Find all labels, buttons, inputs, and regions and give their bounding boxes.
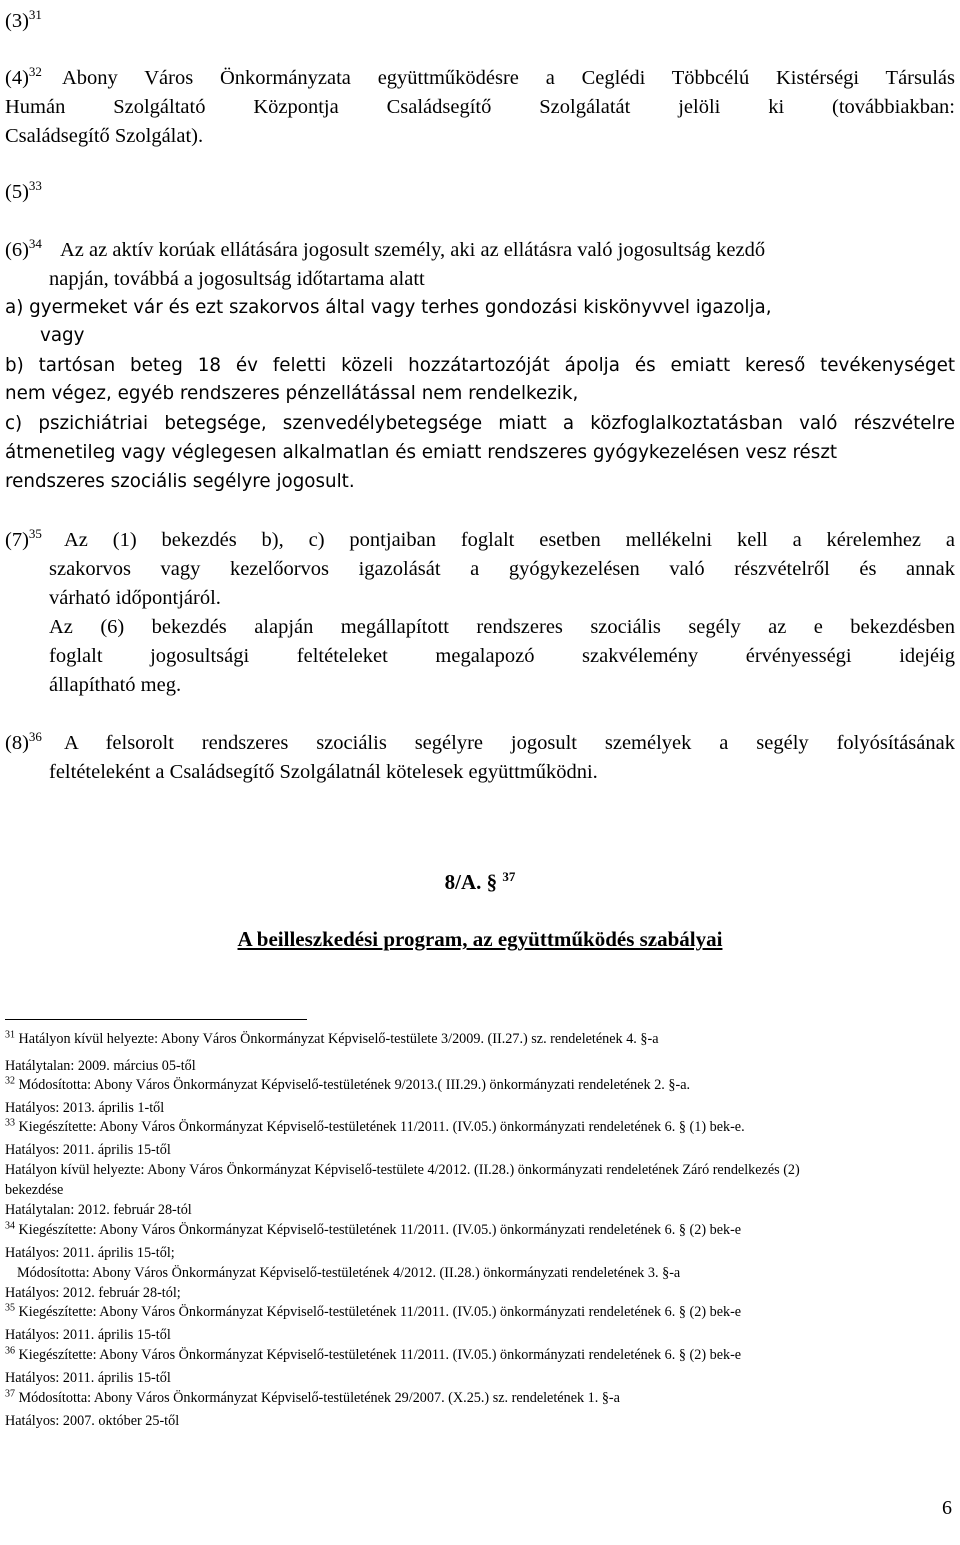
footnote-text: Hatályos: 2011. április 15-től bbox=[5, 1370, 171, 1386]
footnote bbox=[5, 1346, 741, 1364]
section-title bbox=[0, 927, 960, 952]
list-item-c-cont: átmenetileg vagy véglegesen alkalmatlan és emiatt rendszeres gyógykezelésen vesz részt bbox=[5, 442, 838, 463]
list-item-b: b) tartósan beteg 18 év feletti közeli hozzátartozóját ápolja és emiatt kereső tevékenységet bbox=[5, 355, 955, 376]
paragraph-line: állapítható meg. bbox=[49, 674, 182, 696]
footnote-number: 32 bbox=[5, 1075, 15, 1087]
footnote bbox=[5, 1326, 171, 1344]
footnote-text: Kiegészítette: Abony Város Önkormányzat Képviselő-testületének 11/2011. (IV.05.) önkormányzati rendeletének 6. § (2) bek-e bbox=[18, 1347, 742, 1363]
footnote bbox=[5, 1369, 171, 1387]
paragraph-line: feltételeként a Családsegítő Szolgálatnál kötelesek együttműködni. bbox=[49, 761, 598, 783]
footnote bbox=[5, 1284, 181, 1302]
footnote bbox=[5, 1303, 741, 1321]
paragraph-line bbox=[5, 527, 42, 553]
section-title-text: A beilleszkedési program, az együttműködés szabályai bbox=[237, 927, 723, 951]
paragraph-number: (3) bbox=[5, 10, 29, 32]
footnote bbox=[5, 1118, 745, 1136]
footnote-text: Hatályos: 2007. október 25-től bbox=[5, 1413, 180, 1429]
footnote-ref: 31 bbox=[28, 7, 42, 23]
footnote bbox=[5, 1201, 192, 1219]
section-number bbox=[0, 870, 960, 895]
footnote-ref: 37 bbox=[502, 869, 516, 884]
paragraph-3 bbox=[5, 8, 42, 34]
footnote-text: Hatályon kívül helyezte: Abony Város Önkormányzat Képviselő-testülete 3/2009. (II.27.) sz. rendeletének 4. §-a bbox=[18, 1031, 659, 1047]
footnote-number: 37 bbox=[5, 1388, 15, 1400]
paragraph-line: Az (6) bekezdés alapján megállapított rendszeres szociális segély az e bekezdésben bbox=[49, 616, 955, 638]
list-item-c: c) pszichiátriai betegsége, szenvedélybetegsége miatt a közfoglalkoztatásban való részvételre bbox=[5, 413, 955, 434]
footnote-number: 35 bbox=[5, 1302, 15, 1314]
footnote-number: 31 bbox=[5, 1029, 15, 1041]
section-number-text: 8/A. § bbox=[444, 870, 498, 894]
footnote bbox=[5, 1076, 690, 1094]
footnote-text: Kiegészítette: Abony Város Önkormányzat Képviselő-testületének 11/2011. (IV.05.) önkormányzati rendeletének 6. § (1) bek-e. bbox=[18, 1119, 745, 1135]
footnote bbox=[5, 1030, 659, 1048]
footnote-text: Hatálytalan: 2012. február 28-tól bbox=[5, 1202, 192, 1218]
footnote bbox=[5, 1141, 171, 1159]
footnote-ref: 36 bbox=[28, 729, 42, 745]
footnote-text: Hatályos: 2011. április 15-től bbox=[5, 1327, 171, 1343]
paragraph-line bbox=[5, 65, 42, 91]
footnote-ref: 34 bbox=[28, 236, 42, 252]
footnote-text: Hatályos: 2011. április 15-től bbox=[5, 1142, 171, 1158]
paragraph-number: (8) bbox=[5, 732, 29, 754]
paragraph-line: Abony Város Önkormányzata együttműködésre a Ceglédi Többcélú Kistérségi Társulás bbox=[62, 67, 955, 89]
paragraph-line: várható időpontjáról. bbox=[49, 587, 221, 609]
footnote-number: 36 bbox=[5, 1345, 15, 1357]
paragraph-line: A felsorolt rendszeres szociális segélyre jogosult személyek a segély folyósításának bbox=[64, 732, 955, 754]
footnote bbox=[5, 1057, 196, 1075]
footnote-text: bekezdése bbox=[5, 1182, 64, 1198]
footnote-ref: 32 bbox=[28, 64, 42, 80]
footnote-text: Hatályon kívül helyezte: Abony Város Önkormányzat Képviselő-testülete 4/2012. (II.28.) önkormányzati rendeletének Záró rendelkezés (2) bbox=[5, 1162, 800, 1178]
footnote-number: 33 bbox=[5, 1117, 15, 1129]
footnote bbox=[5, 1221, 741, 1239]
footnote-text: Kiegészítette: Abony Város Önkormányzat Képviselő-testületének 11/2011. (IV.05.) önkormányzati rendeletének 6. § (2) bek-e bbox=[18, 1222, 742, 1238]
footnote-number: 34 bbox=[5, 1220, 15, 1232]
footnote-separator bbox=[5, 1019, 307, 1020]
list-item-b-cont: nem végez, egyéb rendszeres pénzellátással nem rendelkezik, bbox=[5, 383, 579, 404]
footnote bbox=[5, 1412, 179, 1430]
footnote-text: Hatálytalan: 2009. március 05-től bbox=[5, 1058, 196, 1074]
paragraph-line bbox=[5, 730, 42, 756]
paragraph-line: napján, továbbá a jogosultság időtartama alatt bbox=[49, 268, 425, 290]
footnote-ref: 33 bbox=[28, 178, 42, 194]
footnote bbox=[5, 1181, 63, 1199]
list-item-c-cont: rendszeres szociális segélyre jogosult. bbox=[5, 471, 355, 492]
footnote-text: Módosította: Abony Város Önkormányzat Képviselő-testületének 9/2013.( III.29.) önkormányzati rendeletének 2. §-a. bbox=[18, 1077, 691, 1093]
paragraph-line: Az (1) bekezdés b), c) pontjaiban foglalt esetben mellékelni kell a kérelemhez a bbox=[64, 529, 955, 551]
footnote-text: Hatályos: 2011. április 15-től; bbox=[5, 1245, 175, 1261]
footnote-text: Módosította: Abony Város Önkormányzat Képviselő-testületének 4/2012. (II.28.) önkormányzati rendeletének 3. §-a bbox=[17, 1265, 681, 1281]
paragraph-line: Az az aktív korúak ellátására jogosult személy, aki az ellátásra való jogosultság kezdő bbox=[60, 239, 766, 261]
paragraph-number: (5) bbox=[5, 181, 29, 203]
paragraph-number: (7) bbox=[5, 529, 29, 551]
footnote bbox=[5, 1161, 800, 1179]
paragraph-line: Családsegítő Szolgálat). bbox=[5, 125, 204, 147]
paragraph-line: Humán Szolgáltató Központja Családsegítő Szolgálatát jelöli ki (továbbiakban: bbox=[5, 96, 955, 118]
list-item-a-cont: vagy bbox=[40, 325, 85, 346]
footnote-text: Kiegészítette: Abony Város Önkormányzat Képviselő-testületének 11/2011. (IV.05.) önkormányzati rendeletének 6. § (2) bek-e bbox=[18, 1304, 742, 1320]
paragraph-number: (6) bbox=[5, 239, 29, 261]
paragraph-number: (4) bbox=[5, 67, 29, 89]
footnote-text: Hatályos: 2012. február 28-tól; bbox=[5, 1285, 181, 1301]
list-item-a: a) gyermeket vár és ezt szakorvos által vagy terhes gondozási kiskönyvvel igazolja, bbox=[5, 297, 772, 318]
paragraph-line bbox=[5, 237, 42, 263]
paragraph-line: szakorvos vagy kezelőorvos igazolását a gyógykezelésen való részvételről és annak bbox=[49, 558, 955, 580]
footnote-text: Hatályos: 2013. április 1-től bbox=[5, 1100, 165, 1116]
footnote bbox=[5, 1244, 175, 1262]
footnote bbox=[5, 1389, 620, 1407]
paragraph-5 bbox=[5, 179, 42, 205]
footnote-text: Módosította: Abony Város Önkormányzat Képviselő-testületének 29/2007. (X.25.) sz. rendeletének 1. §-a bbox=[18, 1390, 620, 1406]
footnote-ref: 35 bbox=[28, 526, 42, 542]
footnote bbox=[5, 1099, 164, 1117]
footnote bbox=[17, 1264, 680, 1282]
paragraph-line: foglalt jogosultsági feltételeket megalapozó szakvélemény érvényességi idejéig bbox=[49, 645, 955, 667]
page-number: 6 bbox=[942, 1497, 952, 1519]
